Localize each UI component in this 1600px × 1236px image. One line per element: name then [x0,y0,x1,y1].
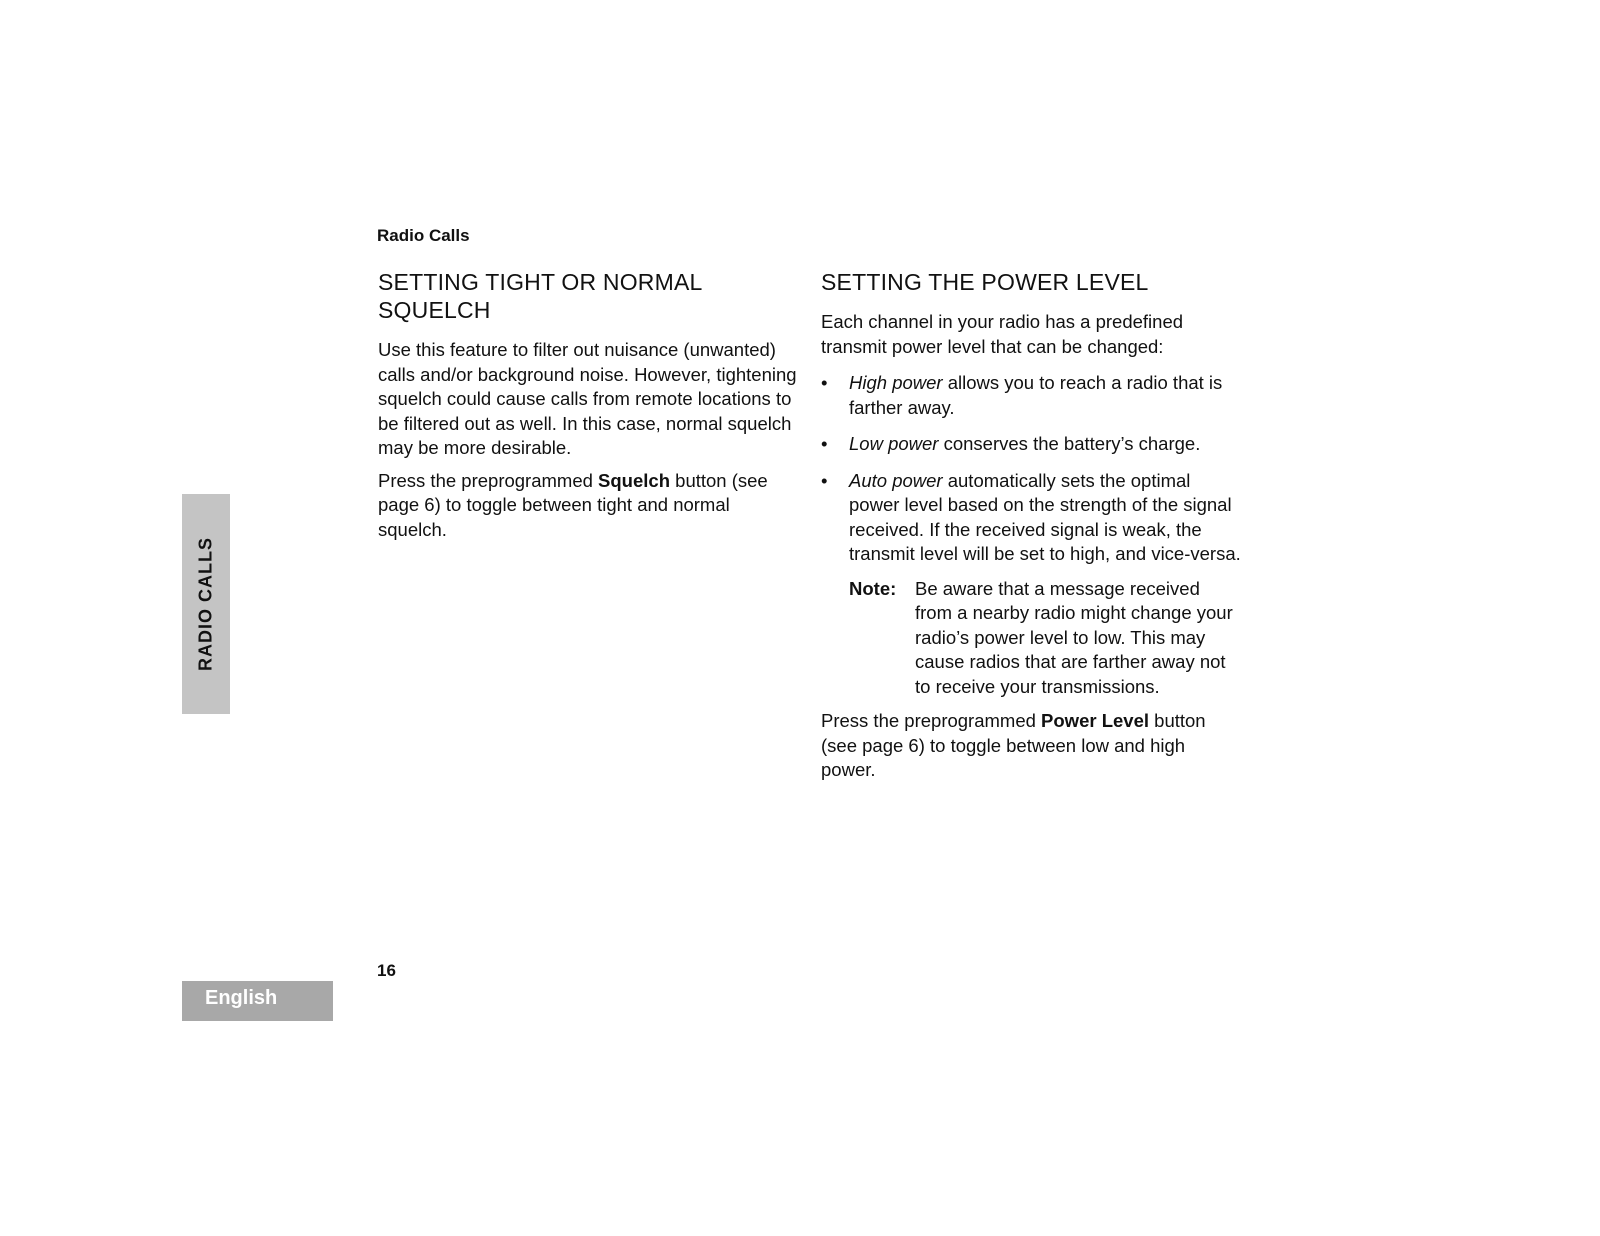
squelch-button-name: Squelch [598,469,671,491]
squelch-instruction-lead: Press the preprogrammed [378,469,599,491]
power-level-button-name: Power Level [1041,710,1150,731]
squelch-instruction [378,469,798,543]
note-label: Note: [849,577,897,599]
power-option-term: High power [849,372,943,393]
side-tab-label: RADIO CALLS [195,537,216,671]
power-option-text: automatically sets the optimal power level based on the strength of the signal received. If the received signal is weak, the transmit level will be set to high, and vice-versa. [849,469,1241,564]
right-column [821,268,1241,791]
bullet-icon: • [821,372,828,393]
power-note [849,577,1241,700]
power-instruction-lead: Press the preprogrammed [821,710,1042,731]
power-option-term: Auto power [849,469,943,491]
power-section-title: SETTING THE POWER LEVEL [821,269,1149,295]
power-instruction [821,709,1241,783]
section-side-tab [182,494,230,714]
power-options-list [821,371,1241,567]
power-intro: Each channel in your radio has a predefined transmit power level that can be changed: [821,311,1184,357]
list-item [821,371,1241,420]
language-tab: English [182,981,333,1021]
power-option-text: conserves the battery’s charge. [938,433,1201,454]
squelch-description: Use this feature to filter out nuisance (unwanted) calls and/or background noise. However, tightening squelch could cause calls from remote locations to be filtered out as well. In this case, normal squelch may be more desirable. [378,339,797,458]
bullet-icon: • [821,433,828,454]
list-item [821,432,1241,457]
bullet-icon: • [821,469,828,491]
note-text: Be aware that a message received from a nearby radio might change your radio’s power level to low. This may cause radios that are farther away not to receive your transmissions. [915,577,1233,697]
running-header: Radio Calls [377,226,470,245]
page-number: 16 [377,961,396,980]
power-option-term: Low power [849,433,939,454]
squelch-instruction-tail: button (see page 6) to toggle between tight and normal squelch. [378,469,768,540]
power-option-text: allows you to reach a radio that is farther away. [849,372,1223,418]
list-item [821,469,1241,567]
power-instruction-tail: button (see page 6) to toggle between low and high power. [821,710,1206,780]
left-column [378,268,798,550]
squelch-section-title: SETTING TIGHT OR NORMAL SQUELCH [378,269,702,323]
